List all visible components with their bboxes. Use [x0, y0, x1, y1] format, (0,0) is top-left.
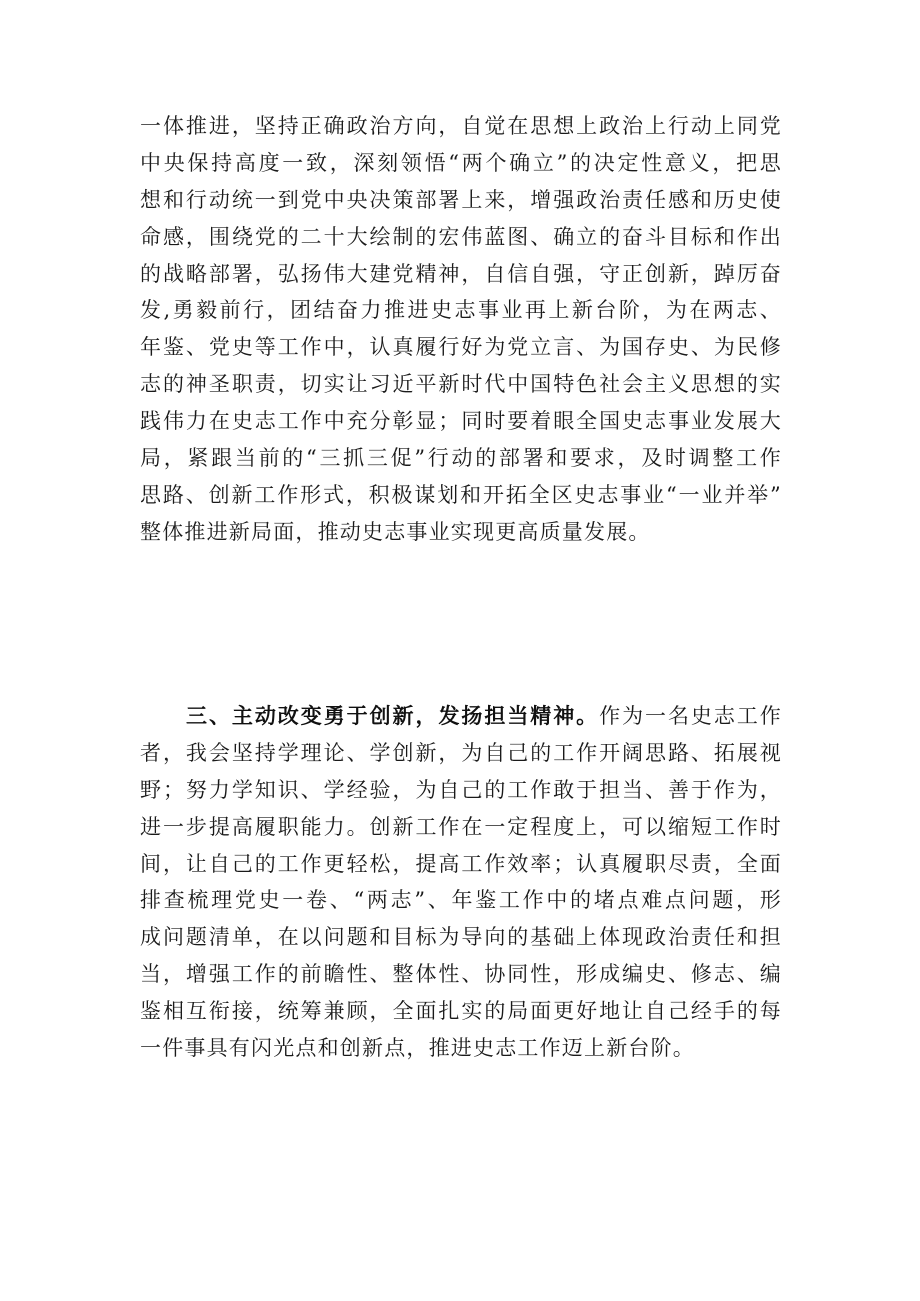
paragraph-1-line: 的战略部署，弘扬伟大建党精神，自信自强，守正创新，踔厉奋	[140, 261, 782, 286]
paragraph-2	[140, 698, 782, 1067]
paragraph-1-line: 志的神圣职责，切实让习近平新时代中国特色社会主义思想的实	[140, 372, 782, 397]
paragraph-2-line: 当，增强工作的前瞻性、整体性、协同性，形成编史、修志、编	[140, 962, 782, 987]
paragraph-1	[140, 108, 782, 551]
paragraph-1-line: 发,勇毅前行，团结奋力推进史志事业再上新台阶，为在两志、	[140, 298, 782, 323]
paragraph-1-line: 命感，围绕党的二十大绘制的宏伟蓝图、确立的奋斗目标和作出	[140, 224, 782, 249]
paragraph-1-line: 中央保持高度一致，深刻领悟“两个确立”的决定性意义，把思	[140, 150, 782, 175]
paragraph-1-line: 整体推进新局面，推动史志事业实现更高质量发展。	[140, 519, 651, 544]
paragraph-2-line: 一件事具有闪光点和创新点，推进史志工作迈上新台阶。	[140, 1036, 695, 1061]
paragraph-2-line: 野；努力学知识、学经验，为自己的工作敢于担当、善于作为，	[140, 777, 782, 802]
paragraph-1-line: 局，紧跟当前的“三抓三促”行动的部署和要求，及时调整工作	[140, 446, 782, 471]
paragraph-1-line: 想和行动统一到党中央决策部署上来，增强政治责任感和历史使	[140, 187, 782, 212]
paragraph-2-first-line	[140, 698, 782, 735]
paragraph-2-line: 排查梳理党史一卷、“两志”、年鉴工作中的堵点难点问题，形	[140, 888, 782, 913]
paragraph-2-line: 成问题清单，在以问题和目标为导向的基础上体现政治责任和担	[140, 925, 782, 950]
section-heading: 三、主动改变勇于创新，发扬担当精神。	[186, 703, 600, 728]
paragraph-1-line: 践伟力在史志工作中充分彰显；同时要着眼全国史志事业发展大	[140, 409, 782, 434]
paragraph-2-first-line-text: 作为一名史志工作	[599, 704, 782, 728]
paragraph-2-line: 鉴相互衔接，统筹兼顾，全面扎实的局面更好地让自己经手的每	[140, 999, 782, 1024]
paragraph-2-line: 间，让自己的工作更轻松，提高工作效率；认真履职尽责，全面	[140, 851, 782, 876]
paragraph-1-line: 一体推进，坚持正确政治方向，自觉在思想上政治上行动上同党	[140, 114, 782, 138]
paragraph-1-line: 年鉴、党史等工作中，认真履行好为党立言、为国存史、为民修	[140, 335, 782, 360]
paragraph-2-line: 进一步提高履职能力。创新工作在一定程度上，可以缩短工作时	[140, 814, 782, 839]
paragraph-1-line: 思路、创新工作形式，积极谋划和开拓全区史志事业“一业并举”	[140, 482, 782, 507]
paragraph-2-line: 者，我会坚持学理论、学创新，为自己的工作开阔思路、拓展视	[140, 740, 782, 765]
